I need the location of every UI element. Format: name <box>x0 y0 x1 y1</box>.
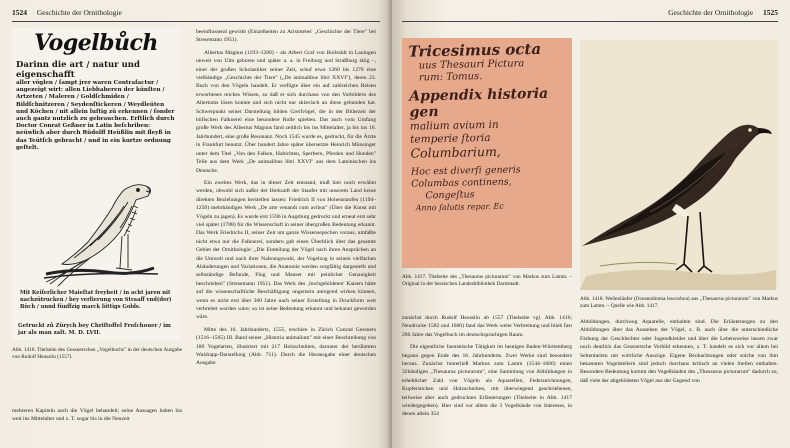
manuscript-line: Congeſtus <box>425 189 475 202</box>
manuscript-line: uus Thesauri Pictura <box>418 58 525 72</box>
figure-caption-1416: Abb. 1416. Titelseite des Gessnerschen „Vogelbuchs" in der deutschen Ausgabe von Rudolf Heusslin (1557). <box>12 347 182 361</box>
paragraph: Albertus Magnus (1193–1280) – als Albert Graf von Bollstädt in Lauingen unweit von Ulm geboren und später u. a. in Freiburg und Straßburg tätig –, einer der großen Scholastiker seiner Zeit, schuf etwa 1260 bis 1270 eine vielbändige „Geschichte der Tiere" („De animalibus libri XXVI"), deren 23. Buch von den Vögeln handelt. Er verfügte über ein auf zahlreichen Reisen erworbenes reiches Wissen, so daß er sich durchaus von den Vorbildern des Altertums lösen konnte und sich nicht nur sklavisch an diese gebunden hat. Schwerpunkt seiner Darstellung bilden Greifvögel, die in der Blütezeit der höfischen Falknerei eine besondere Rolle spielten. Das auch vom Umfang große Werk des Albertus Magnus fand zeitlich bis ins Mittelalter, ja bis ins 16. Jahrhundert, eine große Resonanz. Noch 1545 wurde es, gedruckt, für die Ärzte in Frankfurt benutzt. Über hundert Jahre später übersetzte Heinrich Münsinger unter dem Titel „Von den Falken, Habichten, Sperbern, Pferden und Hunden" Teile aus dem Werk „De animalibus libri XXVI" aus dem Lateinischen ins Deutsche. <box>196 49 376 174</box>
right-running-head: Geschichte der Ornithologie <box>668 8 754 17</box>
left-page-number: 1524 <box>12 8 27 17</box>
paragraph: Mitte des 16. Jahrhunderts, 1555, erschien in Zürich Conrad Gessners (1516–1565) III. Band seiner „Historia animalium" mit einer Beschreibung von 180 Vogelarten, illustriert mit 217 Holzschnitten, darunter der berühmten Waldrapp-Darstellung (Abb. 711). Durch die Herausgabe einer deutschen Ausgabe <box>196 326 376 367</box>
woodcut-subtitle-lead: Darinn die art / natur und eigenschafft <box>16 60 140 80</box>
woodcut-subtitle-body: aller vöglen / ſampt jrer waren Contrafactur / angezeigt wirt: allen Liebhaberen der künſten / Artzeten / Maleren / Goldſchmiden / Bildſchnitzeren / Seydenſtickeren / Weydleüten und Köchen / nit allein luſtig zü erkennen / ſonder auch gantz nutzlich zu gebrauchen. Erſtlich durch Doctor Conrat Geßner in Latin beſchriben: neüwlich aber durch Rüdolff Heüßlin mit fleyß in das Teütſch gebracht / und in ein kurtze ordnung geſtelt. <box>16 80 175 151</box>
woodcut-title: Vogelbůch <box>34 30 158 56</box>
paragraph: Die eigentliche faunistische Tätigkeit im heutigen Baden-Württemberg begann gegen Ende des 16. Jahrhunderts. Zwei Werke sind besonders heraus. Zunächst hinterließ Markus zum Lamm (1544–1606) einen 32bändigen „Thesaurus picturarum", eine Sammlung von Abbildungen in erheblicher Zahl von Vögeln als Aquarellen, Federzeichnungen, Kupferstichen und Holzschnitten, mit überwiegend geschriebenen, teilweise aber auch gedruckten Erläuterungen (Titelseite in Abb. 1417 wiedergegeben). Hier sind vor allem die 3 Vogelbände von Interesse, in denen allein 354 <box>402 344 572 418</box>
right-text-column <box>580 318 778 442</box>
figure-caption-1418: Abb. 1418. Wellenläufer (Oceanodroma leucorhoa) aus „Thesaurus picturarum" von Markus zum Lamm. – Quelle wie Abb. 1417. <box>580 296 778 310</box>
paragraph: beeinflussend gewirkt (Einzelheiten zu Aristoteles' „Geschichte der Tiere" bei Stresemann 1951). <box>196 29 376 44</box>
paragraph: zunächst durch Rudolf Heusslin ab 1557 (Titelseite vgl. Abb. 1416; Neudrucke 1582 und 1600) fand das Werk weite Verbreitung und blieb fast 200 Jahre das Vogelbuch im deutschsprachigen Raum. <box>402 315 572 338</box>
left-text-column <box>196 28 376 402</box>
manuscript-line: Tricesimus octa <box>408 39 542 61</box>
header-rule <box>402 21 778 22</box>
header-rule <box>12 21 380 22</box>
left-page <box>0 0 392 448</box>
manuscript-line: Appendix historia gen <box>409 85 549 121</box>
hawk-woodcut-illustration <box>36 176 166 288</box>
right-page-number: 1525 <box>763 8 778 17</box>
left-running-head: Geschichte der Ornithologie <box>36 8 122 17</box>
left-bottom-text: mehreren Kapiteln auch die Vögel behandelt; seine Aussagen haben bis weit ins Mittelalter und z. T. sogar bis in die Neuzeit <box>12 408 182 423</box>
paragraph: Ein zweites Werk, das in dieser Zeit entstand, muß hier noch erwähnt werden, obwohl sich außer der Herkunft der Staufer mit unserem Land keine direkten Beziehungen herstellen lassen: Friedrich II von Hohenstaufen (1194–1250) mehrbändiges Werk „De arte venandi cum avibus" (Über die Kunst mit Vögeln zu jagen). Es wurde erst 1596 in Augsburg gedruckt und erneut erst sehr viel später (1788) für die Wissenschaft in seiner übergroßen Bedeutung erkannt. Das Werk Friedrichs II, seiner Zeit um ganze Wissensepochen voraus, umfaßte nicht etwa nur die Falknerei, sondern gab einen Überblick über das gesamte Gebiet der Ornithologie: „Die Einteilung der Vögel nach ihren Ansprüchen an die Umwelt und nach ihrer Nahrungswahl, der Vogelzug in seinen vielfachen Abänderungen und Variationen, die Anatomie werden sorgfältig dargestellt und selbständige Befunde, Flug und Mauser mit peinlicher Genauigkeit beschrieben" (Stresemann 1951). Das Werk des ‚hochgebildeten' Kaisers hätte auf die wissenschaftliche Beschäftigung ungemein anregend wirken können, wenn es nicht erst über 300 Jahre nach seiner Erstellung in Druckform weit verbreitet worden wäre; so ist seine Bedeutung erkannt und bekannt geworden wäre. <box>196 179 376 321</box>
manuscript-line: Columbarium, <box>410 143 501 161</box>
manuscript-line: Columbas continens, <box>411 176 512 190</box>
manuscript-line: temperie ſtoria <box>410 131 491 146</box>
manuscript-lettering <box>408 40 570 213</box>
right-page-header <box>668 8 778 17</box>
right-middle-text-column <box>402 296 572 418</box>
thesaurus-title-page-photo <box>402 38 572 268</box>
manuscript-line: malium avium in <box>409 118 499 133</box>
woodcut-subtitle <box>16 60 178 152</box>
manuscript-line: Hoc est diverſi generis <box>410 164 521 178</box>
manuscript-line: Anno ſalutis repar. Ec <box>415 201 504 213</box>
vogelbuch-title-page-figure <box>12 28 180 340</box>
woodcut-privilege-notice: Mit Keiſerlicher Maieſtat freyheit / in acht jaren nit nachzütrucken / bey verlierung von Straaff vnd(der) Büch / unnd fünffzig marck löttigs Golds. <box>20 290 172 310</box>
paragraph: Abbildungen, durchweg Aquarelle, enthalten sind. Die Erläuterungen zu den Abbildungen über das Aussehen der Vögel, z. B. auch über die unterschiedliche Färbung der Geschlechter oder Jugendkleider und über die Lebensweise lassen zwar noch deutlich das Gessnersche Vorbild erkennen, z. T. handelt es sich vor allem bei Seltenheiten um wörtliche Auszüge. Eigene Beobachtungen oder solche von ihm bekannten Vogelstellern sind jedoch durchaus kritisch an vielen Stellen enthalten. Besondere Bedeutung kommt den Vogelbänden des „Thesaurus picturarum" dadurch zu, daß viele der abgebildeten Vögel aus der Gegend von <box>580 319 778 384</box>
left-page-header <box>12 8 122 17</box>
figure-caption-1417: Abb. 1417. Titelseite des „Thesaurus picturarum" von Markus zum Lamm. – Original in der hessischen Landesbibliothek Darmstadt. <box>402 274 572 288</box>
storm-petrel-illustration <box>580 40 778 290</box>
woodcut-imprint: Getruckt zů Zürych bey Chriſtoffel Froſchouer / im jar als man zalt. M. D. LVII. <box>18 323 171 336</box>
storm-petrel-painting <box>580 40 778 290</box>
manuscript-line: rum: Tomus. <box>418 71 483 84</box>
